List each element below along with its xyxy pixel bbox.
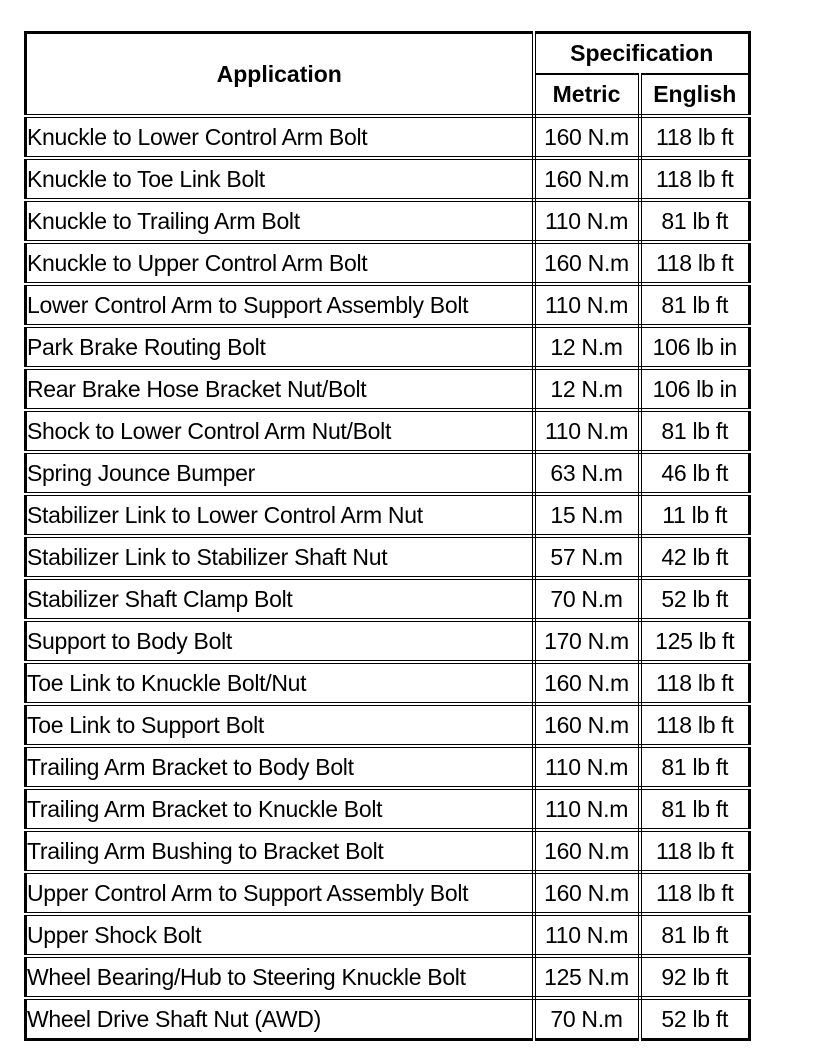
english-torque-cell: 118 lb ft bbox=[640, 704, 750, 746]
application-cell: Knuckle to Toe Link Bolt bbox=[26, 158, 534, 200]
english-torque-cell: 46 lb ft bbox=[640, 452, 750, 494]
table-row bbox=[26, 242, 750, 284]
table-row bbox=[26, 956, 750, 998]
table-row bbox=[26, 368, 750, 410]
application-cell: Spring Jounce Bumper bbox=[26, 452, 534, 494]
application-cell: Support to Body Bolt bbox=[26, 620, 534, 662]
english-torque-cell: 52 lb ft bbox=[640, 578, 750, 620]
table-row bbox=[26, 788, 750, 830]
metric-torque-cell: 170 N.m bbox=[534, 620, 640, 662]
application-cell: Wheel Bearing/Hub to Steering Knuckle Bolt bbox=[26, 956, 534, 998]
application-cell: Trailing Arm Bracket to Knuckle Bolt bbox=[26, 788, 534, 830]
english-torque-cell: 118 lb ft bbox=[640, 830, 750, 872]
application-cell: Toe Link to Knuckle Bolt/Nut bbox=[26, 662, 534, 704]
metric-torque-cell: 160 N.m bbox=[534, 662, 640, 704]
english-torque-cell: 118 lb ft bbox=[640, 158, 750, 200]
english-torque-cell: 118 lb ft bbox=[640, 872, 750, 914]
application-cell: Knuckle to Lower Control Arm Bolt bbox=[26, 116, 534, 158]
english-torque-cell: 81 lb ft bbox=[640, 746, 750, 788]
table-row bbox=[26, 116, 750, 158]
english-torque-cell: 11 lb ft bbox=[640, 494, 750, 536]
english-torque-cell: 81 lb ft bbox=[640, 200, 750, 242]
english-torque-cell: 118 lb ft bbox=[640, 242, 750, 284]
metric-torque-cell: 57 N.m bbox=[534, 536, 640, 578]
english-torque-cell: 118 lb ft bbox=[640, 116, 750, 158]
english-torque-cell: 81 lb ft bbox=[640, 410, 750, 452]
application-cell: Knuckle to Upper Control Arm Bolt bbox=[26, 242, 534, 284]
table-row bbox=[26, 326, 750, 368]
metric-torque-cell: 110 N.m bbox=[534, 200, 640, 242]
table-row bbox=[26, 914, 750, 956]
metric-torque-cell: 63 N.m bbox=[534, 452, 640, 494]
english-torque-cell: 81 lb ft bbox=[640, 788, 750, 830]
table-row bbox=[26, 494, 750, 536]
metric-torque-cell: 70 N.m bbox=[534, 578, 640, 620]
table-row bbox=[26, 746, 750, 788]
specification-group-header: Specification bbox=[534, 33, 750, 74]
table-row bbox=[26, 410, 750, 452]
table-row bbox=[26, 452, 750, 494]
application-cell: Upper Control Arm to Support Assembly Bolt bbox=[26, 872, 534, 914]
metric-torque-cell: 15 N.m bbox=[534, 494, 640, 536]
metric-torque-cell: 110 N.m bbox=[534, 746, 640, 788]
metric-torque-cell: 160 N.m bbox=[534, 872, 640, 914]
table-body bbox=[26, 116, 750, 1040]
application-cell: Trailing Arm Bushing to Bracket Bolt bbox=[26, 830, 534, 872]
application-cell: Stabilizer Link to Stabilizer Shaft Nut bbox=[26, 536, 534, 578]
application-cell: Shock to Lower Control Arm Nut/Bolt bbox=[26, 410, 534, 452]
metric-torque-cell: 160 N.m bbox=[534, 242, 640, 284]
metric-torque-cell: 12 N.m bbox=[534, 368, 640, 410]
metric-torque-cell: 110 N.m bbox=[534, 410, 640, 452]
table-row bbox=[26, 998, 750, 1040]
table-row bbox=[26, 284, 750, 326]
table-header bbox=[26, 33, 750, 117]
english-torque-cell: 92 lb ft bbox=[640, 956, 750, 998]
application-cell: Toe Link to Support Bolt bbox=[26, 704, 534, 746]
english-torque-cell: 81 lb ft bbox=[640, 284, 750, 326]
table-row bbox=[26, 872, 750, 914]
metric-torque-cell: 160 N.m bbox=[534, 116, 640, 158]
application-cell: Wheel Drive Shaft Nut (AWD) bbox=[26, 998, 534, 1040]
application-cell: Lower Control Arm to Support Assembly Bolt bbox=[26, 284, 534, 326]
application-cell: Stabilizer Shaft Clamp Bolt bbox=[26, 578, 534, 620]
metric-torque-cell: 70 N.m bbox=[534, 998, 640, 1040]
english-torque-cell: 42 lb ft bbox=[640, 536, 750, 578]
metric-torque-cell: 110 N.m bbox=[534, 914, 640, 956]
metric-torque-cell: 160 N.m bbox=[534, 704, 640, 746]
english-torque-cell: 81 lb ft bbox=[640, 914, 750, 956]
application-cell: Rear Brake Hose Bracket Nut/Bolt bbox=[26, 368, 534, 410]
application-column-header: Application bbox=[26, 33, 534, 117]
metric-torque-cell: 125 N.m bbox=[534, 956, 640, 998]
metric-torque-cell: 160 N.m bbox=[534, 158, 640, 200]
table-row bbox=[26, 830, 750, 872]
table-row bbox=[26, 158, 750, 200]
application-cell: Stabilizer Link to Lower Control Arm Nut bbox=[26, 494, 534, 536]
table-row bbox=[26, 704, 750, 746]
application-cell: Park Brake Routing Bolt bbox=[26, 326, 534, 368]
english-torque-cell: 106 lb in bbox=[640, 326, 750, 368]
english-torque-cell: 118 lb ft bbox=[640, 662, 750, 704]
table-row bbox=[26, 536, 750, 578]
english-torque-cell: 106 lb in bbox=[640, 368, 750, 410]
fastener-specification-table bbox=[24, 31, 751, 1041]
table-row bbox=[26, 662, 750, 704]
header-row-top bbox=[26, 33, 750, 74]
application-cell: Trailing Arm Bracket to Body Bolt bbox=[26, 746, 534, 788]
english-column-header: English bbox=[640, 74, 750, 116]
english-torque-cell: 52 lb ft bbox=[661, 1005, 729, 1032]
table-row bbox=[26, 578, 750, 620]
application-cell: Knuckle to Trailing Arm Bolt bbox=[26, 200, 534, 242]
english-torque-cell: 125 lb ft bbox=[640, 620, 750, 662]
table-row bbox=[26, 620, 750, 662]
application-cell: Upper Shock Bolt bbox=[26, 914, 534, 956]
metric-torque-cell: 12 N.m bbox=[534, 326, 640, 368]
metric-torque-cell: 110 N.m bbox=[534, 788, 640, 830]
table-row bbox=[26, 200, 750, 242]
metric-column-header: Metric bbox=[534, 74, 640, 116]
metric-torque-cell: 160 N.m bbox=[534, 830, 640, 872]
metric-torque-cell: 110 N.m bbox=[534, 284, 640, 326]
